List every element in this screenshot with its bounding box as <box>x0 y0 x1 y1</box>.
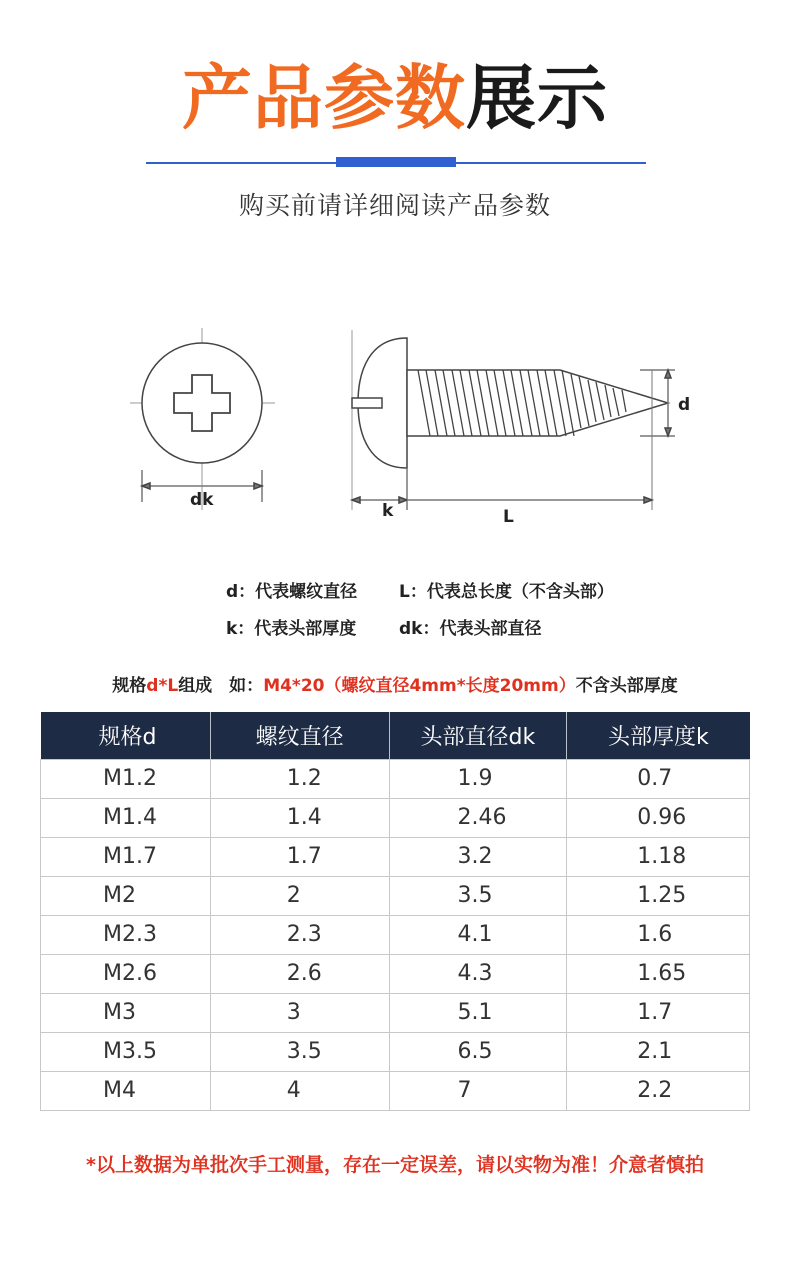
cell-head-dia: 3.5 <box>389 876 567 915</box>
d-label: d <box>678 395 691 415</box>
screw-diagram <box>120 310 700 540</box>
cell-spec: M2.6 <box>41 954 211 993</box>
title-accent-bar <box>336 157 456 167</box>
cell-thread: 3.5 <box>210 1032 389 1071</box>
legend-L: L：代表总长度（不含头部） <box>399 582 614 602</box>
cell-head-thk: 1.18 <box>567 837 750 876</box>
spec-suffix: 不含头部厚度 <box>575 676 678 696</box>
cell-thread: 2.3 <box>210 915 389 954</box>
cell-thread: 1.4 <box>210 798 389 837</box>
cell-head-thk: 2.2 <box>567 1071 750 1110</box>
cell-head-dia: 1.9 <box>389 759 567 798</box>
cell-head-thk: 1.25 <box>567 876 750 915</box>
table-row <box>41 1032 750 1071</box>
header-head-diameter: 头部直径dk <box>389 712 567 759</box>
spec-formula: d*L <box>146 676 179 696</box>
cell-thread: 4 <box>210 1071 389 1110</box>
table-row <box>41 993 750 1032</box>
spec-example: M4*20（螺纹直径4mm*长度20mm） <box>263 676 576 696</box>
screw-head-front-view <box>130 328 275 510</box>
cell-head-dia: 5.1 <box>389 993 567 1032</box>
cell-head-dia: 4.1 <box>389 915 567 954</box>
cell-head-thk: 1.7 <box>567 993 750 1032</box>
title-highlight: 产品参数 <box>182 57 466 139</box>
cell-head-dia: 3.2 <box>389 837 567 876</box>
spec-description <box>0 671 790 696</box>
cell-spec: M3 <box>41 993 211 1032</box>
table-row <box>41 876 750 915</box>
cell-head-dia: 7 <box>389 1071 567 1110</box>
cell-thread: 2.6 <box>210 954 389 993</box>
parameter-table <box>40 712 750 1111</box>
header-spec: 规格d <box>41 712 211 759</box>
spec-mid: 组成 如： <box>178 676 264 696</box>
table-row <box>41 1071 750 1110</box>
cell-spec: M4 <box>41 1071 211 1110</box>
cell-head-thk: 1.65 <box>567 954 750 993</box>
table-row <box>41 759 750 798</box>
cell-spec: M1.4 <box>41 798 211 837</box>
table-row <box>41 915 750 954</box>
cell-head-thk: 1.6 <box>567 915 750 954</box>
cell-head-dia: 6.5 <box>389 1032 567 1071</box>
table-header-row <box>41 712 750 759</box>
legend-d: d：代表螺纹直径 <box>226 582 358 602</box>
cell-thread: 2 <box>210 876 389 915</box>
cell-head-thk: 0.7 <box>567 759 750 798</box>
L-label: L <box>503 507 514 527</box>
cell-spec: M2.3 <box>41 915 211 954</box>
spec-prefix: 规格 <box>112 676 147 696</box>
cell-spec: M1.7 <box>41 837 211 876</box>
table-row <box>41 798 750 837</box>
cell-thread: 1.7 <box>210 837 389 876</box>
cell-head-thk: 2.1 <box>567 1032 750 1071</box>
cell-spec: M1.2 <box>41 759 211 798</box>
cell-spec: M3.5 <box>41 1032 211 1071</box>
header-head-thickness: 头部厚度k <box>567 712 750 759</box>
subtitle: 购买前请详细阅读产品参数 <box>238 191 551 220</box>
disclaimer-note: *以上数据为单批次手工测量，存在一定误差，请以实物为准！介意者慎拍 <box>86 1154 704 1176</box>
legend-dk: dk：代表头部直径 <box>399 619 542 639</box>
cell-thread: 3 <box>210 993 389 1032</box>
cell-thread: 1.2 <box>210 759 389 798</box>
cell-head-dia: 4.3 <box>389 954 567 993</box>
cell-head-thk: 0.96 <box>567 798 750 837</box>
header-thread-diameter: 螺纹直径 <box>210 712 389 759</box>
cell-spec: M2 <box>41 876 211 915</box>
title-rest: 展示 <box>466 57 608 139</box>
page-title <box>0 58 790 138</box>
legend-k: k：代表头部厚度 <box>226 619 357 639</box>
cell-head-dia: 2.46 <box>389 798 567 837</box>
k-label: k <box>382 501 394 521</box>
screw-side-view <box>352 330 675 510</box>
table-row <box>41 954 750 993</box>
table-row <box>41 837 750 876</box>
dk-label: dk <box>190 490 214 510</box>
